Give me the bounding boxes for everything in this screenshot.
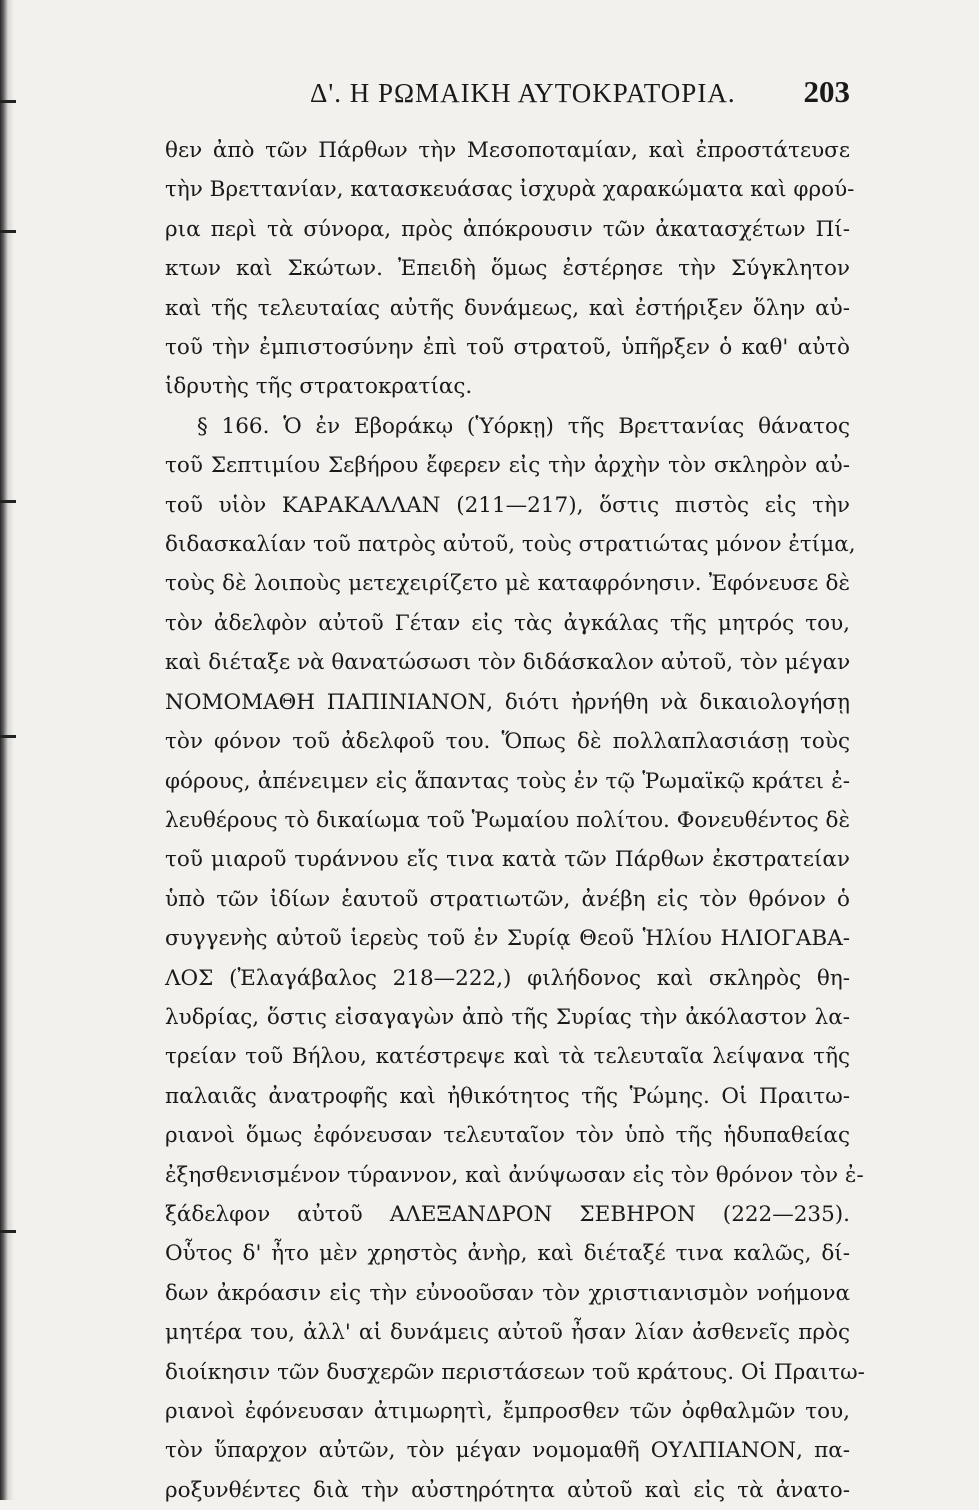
text-line: θεν ἀπὸ τῶν Πάρθων τὴν Μεσοποταμίαν, καὶ ἐπροστάτευσε <box>165 138 850 163</box>
text-line: τρείαν τοῦ Βήλου, κατέστρεψε καὶ τὰ τελευταῖα λείψανα τῆς <box>165 1044 850 1070</box>
text-line: καὶ διέταξε νὰ θανατώσωσι τὸν διδάσκαλον αὐτοῦ, τὸν μέγαν <box>165 650 851 676</box>
text-line: Οὗτος δ' ἦτο μὲν χρηστὸς ἀνὴρ, καὶ διέταξέ τινα καλῶς, δί- <box>165 1241 850 1267</box>
edge-mark <box>0 500 16 503</box>
text-line: τὸν ὕπαρχον αὐτῶν, τὸν μέγαν νομομαθῆ ΟΥΛΠΙΑΝΟΝ, πα- <box>165 1438 850 1464</box>
text-line: τοῦ μιαροῦ τυράννου εἴς τινα κατὰ τῶν Πάρθων ἐκστρατείαν <box>165 847 850 873</box>
page-binding-edge <box>0 0 14 1500</box>
text-line: ροξυνθέντες διὰ τὴν αὐστηρότητα αὐτοῦ καὶ εἰς τὰ ἀνατο- <box>165 1477 850 1503</box>
chapter-title: Δ'. Η ΡΩΜΑΙΚΗ ΑΥΤΟΚΡΑΤΟΡΙΑ. <box>310 78 736 108</box>
text-line: ριανοὶ ὅμως ἐφόνευσαν τελευταῖον τὸν ὑπὸ τῆς ἡδυπαθείας <box>165 1123 850 1149</box>
text-line: ἱδρυτὴς τῆς στρατοκρατίας. <box>165 374 473 400</box>
section-166-start: § 166. Ὁ ἐν Εβοράκῳ (Ὑόρκῃ) τῆς Βρεττανίας θάνατος <box>197 413 850 439</box>
text-line: τοῦ Σεπτιμίου Σεβήρου ἔφερεν εἰς τὴν ἀρχὴν τὸν σκληρὸν αὐ- <box>165 453 850 479</box>
text-line: μητέρα του, ἀλλ' αἱ δυνάμεις αὐτοῦ ἦσαν λίαν ἀσθενεῖς πρὸς <box>165 1320 850 1346</box>
text-line: παλαιᾶς ἀνατροφῆς καὶ ἠθικότητος τῆς Ῥώμης. Οἱ Πραιτω- <box>165 1083 850 1109</box>
text-line: φόρους, ἀπένειμεν εἰς ἅπαντας τοὺς ἐν τῷ Ῥωμαϊκῷ κράτει ἐ- <box>165 768 850 794</box>
text-line: τὸν φόνον τοῦ ἀδελφοῦ του. Ὅπως δὲ πολλαπλασιάσῃ τοὺς <box>165 729 850 755</box>
text-line: διδασκαλίαν τοῦ πατρὸς αὐτοῦ, τοὺς στρατιώτας μόνον ἐτίμα, <box>165 532 856 558</box>
text-line: ρια περὶ τὰ σύνορα, πρὸς ἀπόκρουσιν τῶν ἀκατασχέτων Πί- <box>165 216 850 242</box>
body-text <box>165 131 865 1510</box>
text-line: διοίκησιν τῶν δυσχερῶν περιστάσεων τοῦ κράτους. Οἱ Πραιτω- <box>165 1359 865 1385</box>
edge-mark <box>0 1230 16 1233</box>
edge-mark <box>0 735 16 738</box>
text-line: δων ἀκρόασιν εἰς τὴν εὐνοοῦσαν τὸν χριστιανισμὸν νοήμονα <box>165 1280 850 1306</box>
running-head <box>165 74 850 118</box>
text-line: τὴν Βρεττανίαν, κατασκευάσας ἰσχυρὰ χαρακώματα καὶ φρού- <box>165 177 855 203</box>
text-line: ΝΟΜΟΜΑΘΗ ΠΑΠΙΝΙΑΝΟΝ, διότι ἠρνήθη νὰ δικαιολογήσῃ <box>165 689 850 715</box>
text-line: τοῦ τὴν ἐμπιστοσύνην ἐπὶ τοῦ στρατοῦ, ὑπῆρξεν ὁ καθ' αὐτὸ <box>165 335 850 361</box>
edge-mark <box>0 230 16 233</box>
text-line: ΛΟΣ (Ἐλαγάβαλος 218—222,) φιλήδονος καὶ σκληρὸς θη- <box>165 965 850 991</box>
edge-mark <box>0 100 16 103</box>
text-line: ὑπὸ τῶν ἰδίων ἑαυτοῦ στρατιωτῶν, ἀνέβη εἰς τὸν θρόνον ὁ <box>165 886 850 912</box>
text-line: τοὺς δὲ λοιποὺς μετεχειρίζετο μὲ καταφρόνησιν. Ἐφόνευσε δὲ <box>165 571 850 597</box>
text-line: κτων καὶ Σκώτων. Ἐπειδὴ ὅμως ἐστέρησε τὴν Σύγκλητον <box>165 256 850 282</box>
page-number: 203 <box>803 74 850 109</box>
text-line: καὶ τῆς τελευταίας αὐτῆς δυνάμεως, καὶ ἐστήριξεν ὅλην αὐ- <box>165 295 850 321</box>
text-line: ἐξησθενισμένον τύραννον, καὶ ἀνύψωσαν εἰς τὸν θρόνον τὸν ἐ- <box>165 1162 864 1188</box>
text-line: τοῦ υἱὸν ΚΑΡΑΚΑΛΛΑΝ (211—217), ὅστις πιστὸς εἰς τὴν <box>165 492 850 518</box>
text-line: ξάδελφον αὐτοῦ ΑΛΕΞΑΝΔΡΟΝ ΣΕΒΗΡΟΝ (222—235). <box>165 1201 850 1227</box>
text-line: συγγενὴς αὐτοῦ ἱερεὺς τοῦ ἐν Συρίᾳ Θεοῦ Ἡλίου ΗΛΙΟΓΑΒΑ- <box>165 926 850 952</box>
text-line: λυδρίας, ὅστις εἰσαγαγὼν ἀπὸ τῆς Συρίας τὴν ἀκόλαστον λα- <box>165 1004 850 1030</box>
text-line: τὸν ἀδελφὸν αὐτοῦ Γέταν εἰς τὰς ἀγκάλας τῆς μητρός του, <box>165 610 850 636</box>
text-line: λευθέρους τὸ δικαίωμα τοῦ Ῥωμαίου πολίτου. Φονευθέντος δὲ <box>165 807 850 833</box>
text-line: ριανοὶ ἐφόνευσαν ἀτιμωρητὶ, ἔμπροσθεν τῶν ὀφθαλμῶν του, <box>165 1399 850 1424</box>
